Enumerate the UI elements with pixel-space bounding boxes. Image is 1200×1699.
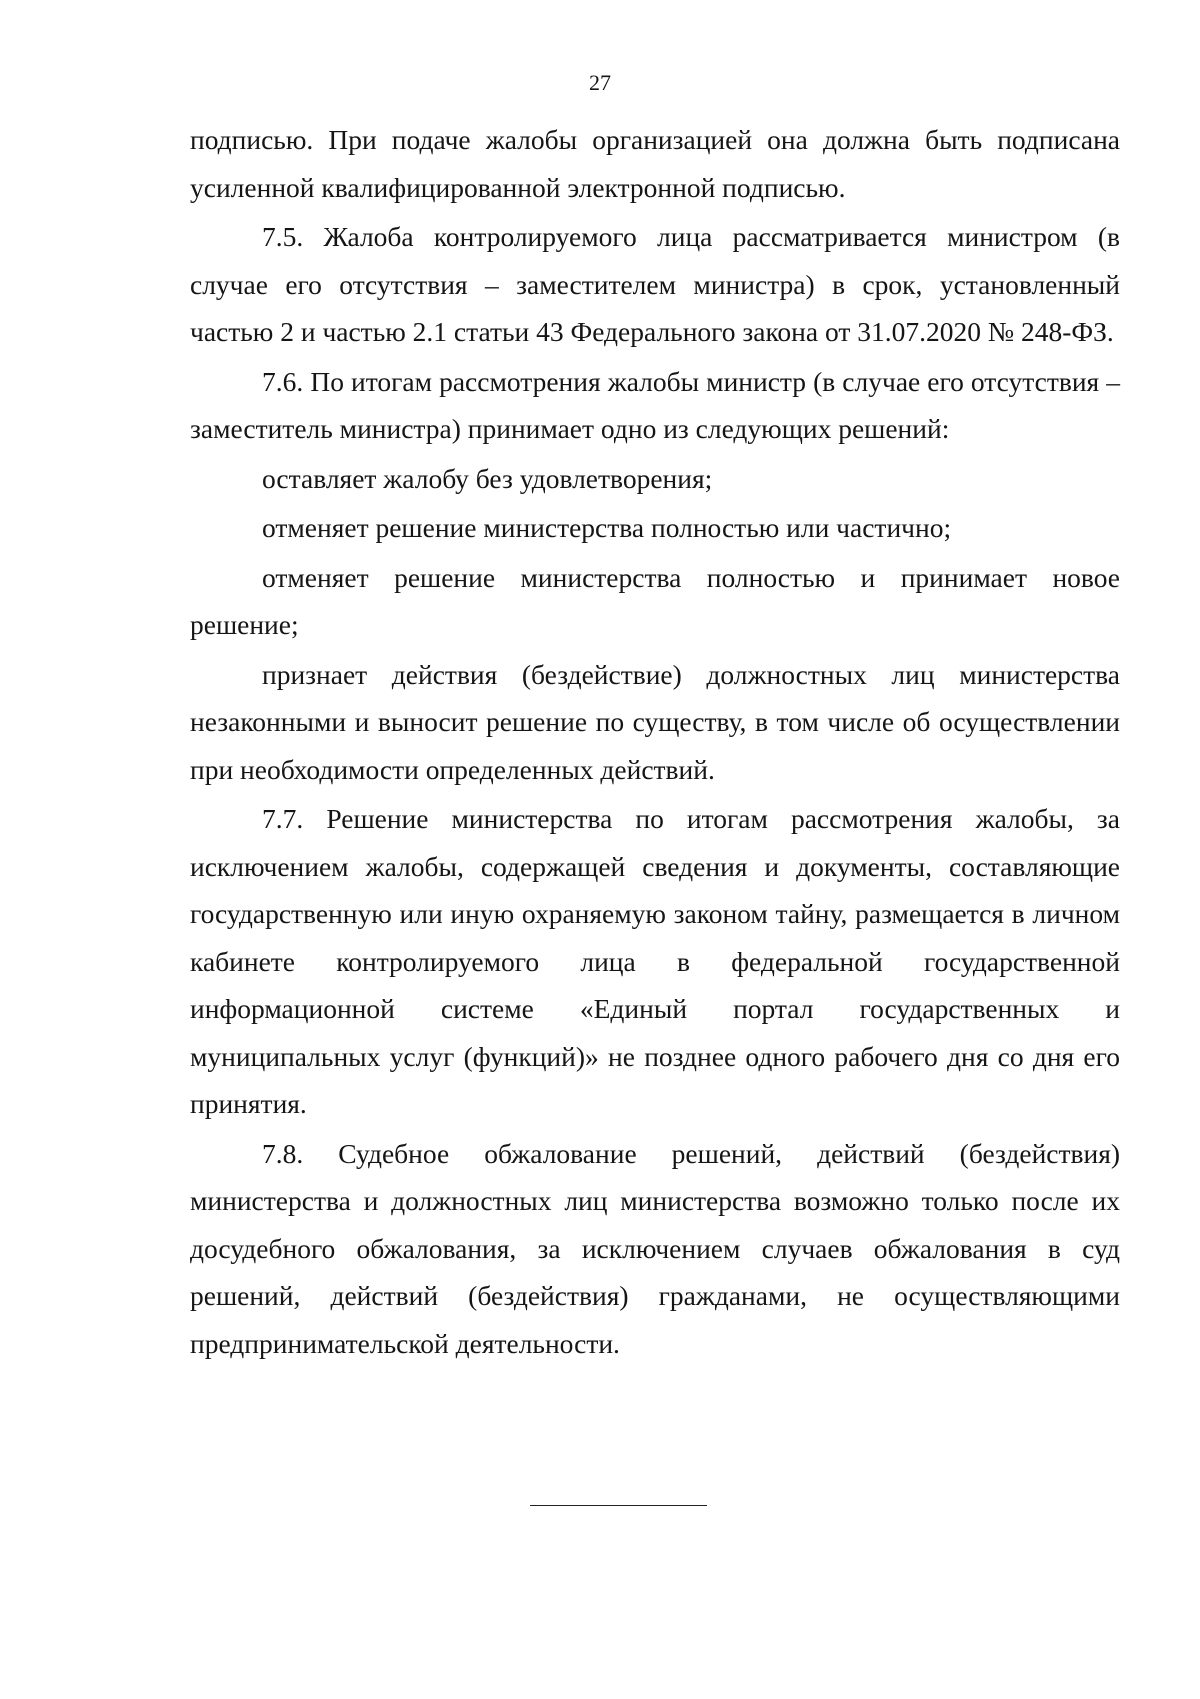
paragraph-7-8	[190, 1130, 1120, 1368]
paragraph-text: Решение министерства по итогам рассмотрения жалобы, за исключением жалобы, содержащей сведения и документы, составляющие государственную или иную охраняемую законом тайну, размещается в личном кабинете контролируемого лица в федеральной государственной информационной системе «Единый портал государственных и муниципальных услуг (функций)» не позднее одного рабочего дня со дня его принятия.	[190, 803, 1120, 1119]
paragraph-continuation	[190, 116, 1120, 211]
section-number: 7.6.	[262, 365, 304, 397]
paragraph-text: По итогам рассмотрения жалобы министр (в случае его отсутствия – заместитель министра) принимает одно из следующих решений:	[190, 365, 1121, 444]
decision-item	[190, 504, 1120, 552]
paragraph-7-5	[190, 213, 1120, 356]
decision-item	[190, 455, 1120, 503]
paragraph-text: Жалоба контролируемого лица рассматривается министром (в случае его отсутствия – заместителем министра) в срок, установленный частью 2 и частью 2.1 статьи 43 Федерального закона от 31.07.2020 № 248-ФЗ.	[190, 221, 1121, 347]
paragraph-7-7	[190, 795, 1120, 1128]
paragraph-text: признает действия (бездействие) должностных лиц министерства незаконными и выносит решение по существу, в том числе об осуществлении при необходимости определенных действий.	[190, 658, 1120, 785]
paragraph-text: подписью. При подаче жалобы организацией она должна быть подписана усиленной квалифицированной электронной подписью.	[190, 124, 1120, 203]
paragraph-text: оставляет жалобу без удовлетворения;	[262, 462, 713, 494]
section-number: 7.5.	[262, 221, 304, 252]
end-separator-line	[530, 1505, 707, 1506]
paragraph-text: отменяет решение министерства полностью и принимает новое решение;	[190, 561, 1120, 640]
paragraph-7-6	[190, 358, 1120, 453]
document-body	[190, 116, 1120, 1369]
paragraph-text: Судебное обжалование решений, действий (бездействия) министерства и должностных лиц министерства возможно только после их досудебного обжалования, за исключением случаев обжалования в суд решений, действий (бездействия) гражданами, не осуществляющими предпринимательской деятельности.	[190, 1137, 1121, 1359]
page-number: 27	[589, 70, 611, 95]
decision-item	[190, 554, 1120, 649]
decision-item	[190, 651, 1120, 794]
section-number: 7.8.	[262, 1137, 304, 1169]
paragraph-text: отменяет решение министерства полностью или частично;	[262, 512, 952, 543]
section-number: 7.7.	[262, 803, 304, 834]
